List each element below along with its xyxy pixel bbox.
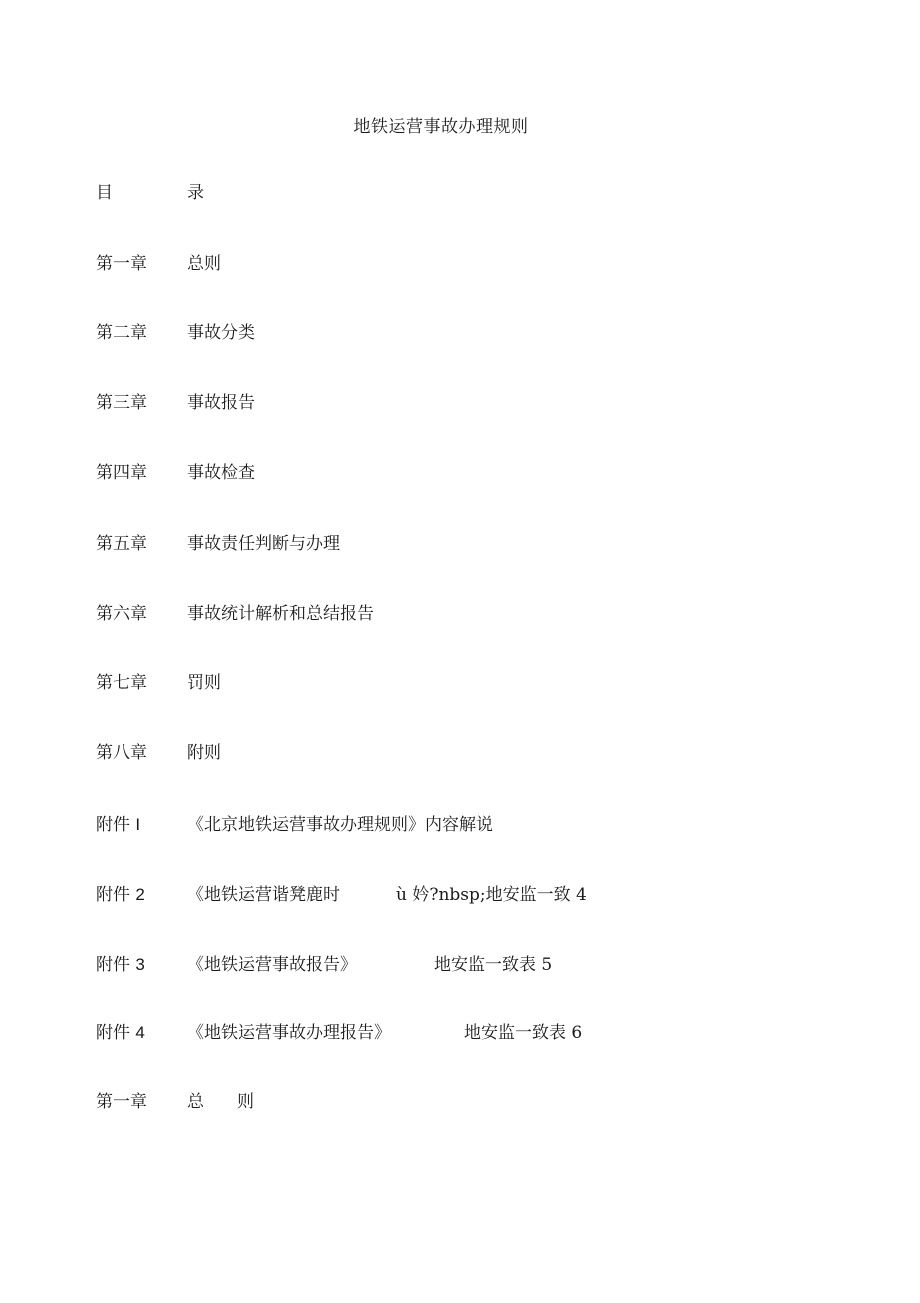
section-chapter-number: 第一章 — [96, 1092, 147, 1112]
attachment-prefix: 附件 — [96, 885, 130, 905]
chapter-number: 第三章 — [96, 393, 147, 413]
chapter-title: 罚则 — [187, 673, 221, 693]
attachment-form-code: ù 妗?nbsp;地安监一致 4 — [396, 885, 587, 905]
toc-heading-left: 目 — [96, 183, 113, 203]
attachment-title: 《北京地铁运营事故办理规则》内容解说 — [187, 815, 493, 835]
section-chapter-title-part-1: 总 — [187, 1092, 204, 1112]
attachment-index: I — [135, 815, 141, 834]
chapter-number: 第四章 — [96, 463, 147, 483]
chapter-title: 总则 — [187, 254, 221, 274]
chapter-title: 事故分类 — [187, 323, 255, 343]
section-chapter-title-part-2: 则 — [237, 1092, 254, 1112]
chapter-title: 事故检查 — [187, 463, 255, 483]
chapter-number: 第一章 — [96, 254, 147, 274]
chapter-title: 附则 — [187, 743, 221, 763]
attachment-title: 《地铁运营事故办理报告》 — [187, 1023, 391, 1043]
chapter-number: 第七章 — [96, 673, 147, 693]
attachment-title: 《地铁运营谐凳鹿时 — [187, 885, 340, 905]
chapter-number: 第八章 — [96, 743, 147, 763]
attachment-number — [96, 1021, 145, 1045]
attachment-index: 3 — [135, 955, 145, 974]
attachment-title: 《地铁运营事故报告》 — [187, 955, 357, 975]
attachment-prefix: 附件 — [96, 815, 130, 835]
attachment-index: 4 — [135, 1023, 145, 1042]
chapter-title: 事故统计解析和总结报告 — [187, 604, 374, 624]
chapter-number: 第二章 — [96, 323, 147, 343]
chapter-title: 事故报告 — [187, 393, 255, 413]
attachment-form-code: 地安监一致表 6 — [464, 1023, 583, 1043]
attachment-prefix: 附件 — [96, 955, 130, 975]
attachment-form-code: 地安监一致表 5 — [434, 955, 553, 975]
toc-heading-right: 录 — [187, 183, 204, 203]
attachment-prefix: 附件 — [96, 1023, 130, 1043]
document-title: 地铁运营事故办理规则 — [353, 117, 529, 137]
chapter-number: 第五章 — [96, 534, 147, 554]
chapter-number: 第六章 — [96, 604, 147, 624]
attachment-number — [96, 953, 145, 977]
attachment-number — [96, 883, 145, 907]
attachment-number — [96, 813, 140, 837]
attachment-index: 2 — [135, 885, 145, 904]
chapter-title: 事故责任判断与办理 — [187, 534, 340, 554]
